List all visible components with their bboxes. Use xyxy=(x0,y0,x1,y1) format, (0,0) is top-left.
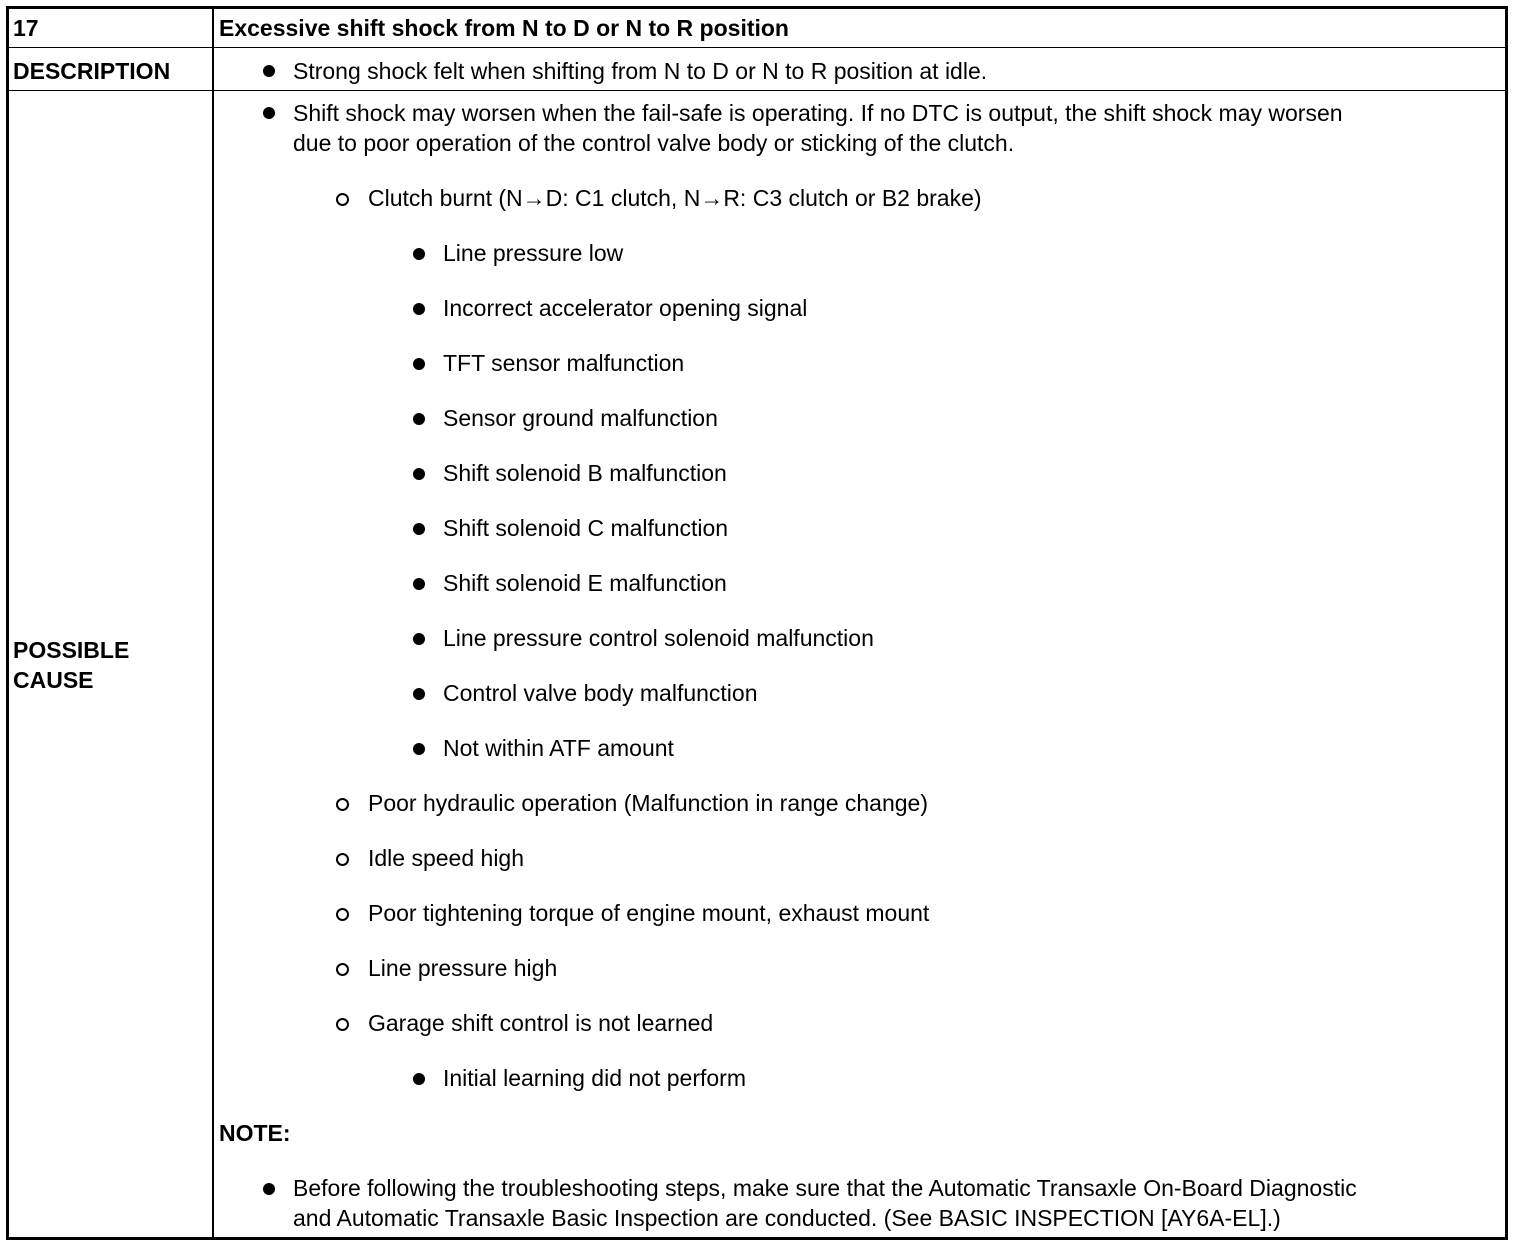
bullet-icon xyxy=(413,688,425,700)
troubleshooting-table xyxy=(6,6,1508,1240)
row-divider-header xyxy=(9,47,1505,48)
clutch-item: TFT sensor malfunction xyxy=(443,350,685,376)
note-label: NOTE: xyxy=(219,1120,291,1146)
note-line-1: Before following the troubleshooting steps, make sure that the Automatic Transaxle On-Board Diagnostic xyxy=(293,1175,1357,1201)
row-divider-description xyxy=(9,90,1505,91)
column-divider xyxy=(212,9,214,1237)
learning-item: Initial learning did not perform xyxy=(443,1065,746,1091)
bullet-icon xyxy=(413,468,425,480)
item-number: 17 xyxy=(13,15,39,41)
bullet-icon xyxy=(413,248,425,260)
circle-bullet-icon xyxy=(336,193,349,206)
bullet-icon xyxy=(413,578,425,590)
clutch-item: Sensor ground malfunction xyxy=(443,405,718,431)
circle-bullet-icon xyxy=(336,853,349,866)
other-cause: Poor hydraulic operation (Malfunction in range change) xyxy=(368,790,928,816)
note-line-2: and Automatic Transaxle Basic Inspection are conducted. (See BASIC INSPECTION [AY6A-EL].) xyxy=(293,1205,1281,1231)
intro-line-2: due to poor operation of the control valve body or sticking of the clutch. xyxy=(293,130,1015,156)
possible-cause-label-line2: CAUSE xyxy=(13,667,94,693)
circle-bullet-icon xyxy=(336,798,349,811)
clutch-item: Control valve body malfunction xyxy=(443,680,758,706)
bullet-icon xyxy=(413,743,425,755)
bullet-icon xyxy=(263,65,275,77)
circle-bullet-icon xyxy=(336,908,349,921)
description-label: DESCRIPTION xyxy=(13,58,171,84)
intro-line-1: Shift shock may worsen when the fail-safe is operating. If no DTC is output, the shift shock may worsen xyxy=(293,100,1343,126)
description-text: Strong shock felt when shifting from N to D or N to R position at idle. xyxy=(293,58,988,84)
possible-cause-label-line1: POSSIBLE xyxy=(13,637,130,663)
circle-bullet-icon xyxy=(336,963,349,976)
bullet-icon xyxy=(413,413,425,425)
clutch-item: Line pressure control solenoid malfunction xyxy=(443,625,874,651)
item-title: Excessive shift shock from N to D or N to R position xyxy=(219,15,789,41)
bullet-icon xyxy=(413,633,425,645)
clutch-item: Not within ATF amount xyxy=(443,735,674,761)
bullet-icon xyxy=(263,107,275,119)
other-cause: Idle speed high xyxy=(368,845,525,871)
clutch-item: Shift solenoid C malfunction xyxy=(443,515,729,541)
cause-clutch-burnt: Clutch burnt (N→D: C1 clutch, N→R: C3 clutch or B2 brake) xyxy=(368,185,982,211)
clutch-item: Incorrect accelerator opening signal xyxy=(443,295,808,321)
clutch-item: Shift solenoid B malfunction xyxy=(443,460,727,486)
clutch-item: Line pressure low xyxy=(443,240,624,266)
bullet-icon xyxy=(413,523,425,535)
circle-bullet-icon xyxy=(336,1018,349,1031)
clutch-item: Shift solenoid E malfunction xyxy=(443,570,727,596)
bullet-icon xyxy=(413,1073,425,1085)
bullet-icon xyxy=(413,358,425,370)
other-cause: Garage shift control is not learned xyxy=(368,1010,714,1036)
other-cause: Poor tightening torque of engine mount, exhaust mount xyxy=(368,900,930,926)
bullet-icon xyxy=(413,303,425,315)
other-cause: Line pressure high xyxy=(368,955,558,981)
bullet-icon xyxy=(263,1183,275,1195)
